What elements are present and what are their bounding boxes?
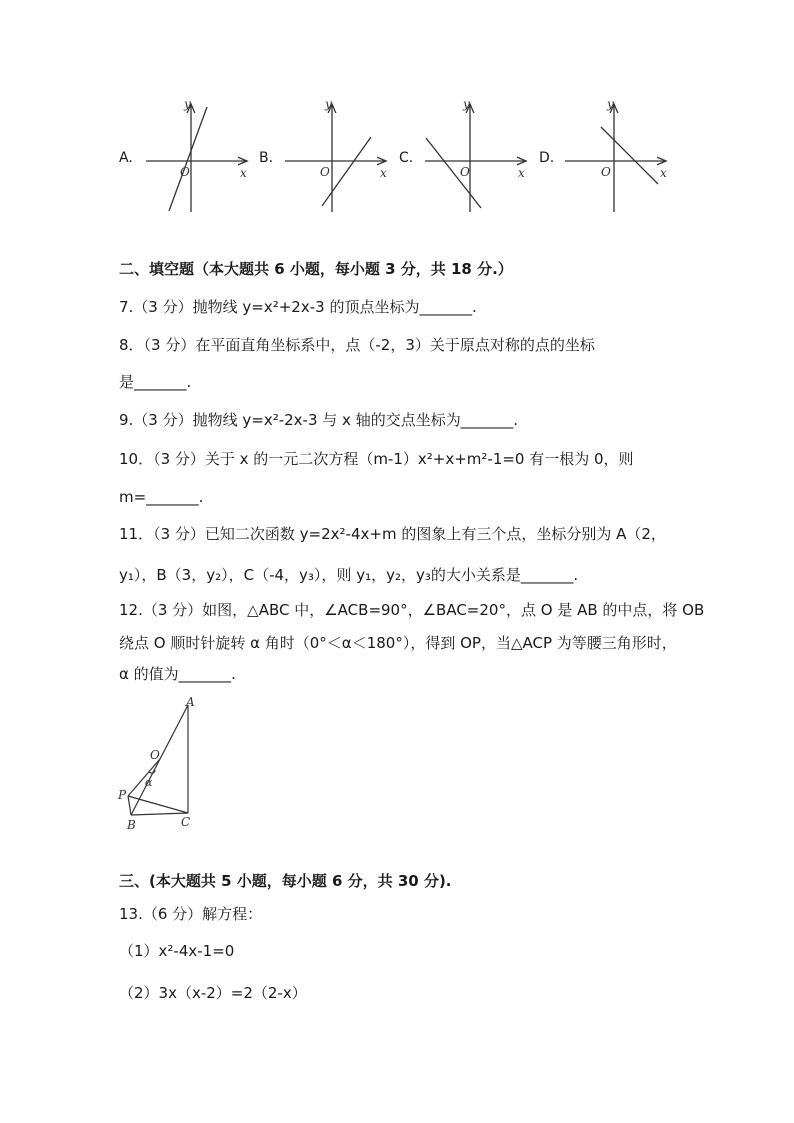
graph-a-origin: O: [180, 165, 190, 179]
option-graphs: [0, 0, 794, 230]
segment-pb: [128, 796, 131, 815]
graph-c-y-label: y: [463, 97, 470, 111]
line-c: [426, 138, 481, 208]
graph-a-y-label: y: [184, 97, 191, 111]
section3-heading: 三、(本大题共 5 小题，每小题 6 分，共 30 分).: [119, 872, 452, 890]
graph-b-x-label: x: [380, 166, 387, 180]
question-12-line1: 12.（3 分）如图，△ABC 中，∠ACB=90°，∠BAC=20°，点 O 是 AB 的中点，将 OB: [119, 601, 705, 619]
option-c-label: C.: [399, 150, 414, 166]
option-a-label: A.: [119, 150, 133, 166]
graph-d-y-label: y: [607, 97, 614, 111]
graph-d-origin: O: [601, 165, 611, 179]
line-a: [169, 107, 207, 211]
segment-bc: [131, 813, 188, 815]
graph-a: [146, 104, 247, 212]
graph-b-y-label: y: [325, 97, 332, 111]
question-13: 13.（6 分）解方程：: [119, 905, 263, 923]
graph-a-x-label: x: [240, 166, 247, 180]
graph-c: [425, 104, 526, 212]
triangle-figure: [110, 695, 230, 835]
question-7: 7.（3 分）抛物线 y=x²+2x-3 的顶点坐标为_______.: [119, 298, 477, 316]
question-12-line2: 绕点 O 顺时针旋转 α 角时（0°＜α＜180°），得到 OP，当△ACP 为等腰三角形时，: [119, 634, 677, 652]
graph-c-origin: O: [460, 165, 470, 179]
question-11-line2: y₁），B（3，y₂），C（-4，y₃），则 y₁，y₂，y₃的大小关系是_______.: [119, 566, 579, 584]
label-a: A: [186, 695, 195, 709]
section2-heading: 二、填空题（本大题共 6 小题，每小题 3 分，共 18 分.）: [119, 260, 513, 278]
label-o: O: [150, 748, 160, 762]
label-alpha: α: [145, 776, 153, 789]
graph-c-x-label: x: [518, 166, 525, 180]
question-11-line1: 11．（3 分）已知二次函数 y=2x²-4x+m 的图象上有三个点，坐标分别为 A（2，: [119, 525, 666, 543]
question-13-part1: （1）x²-4x-1=0: [119, 942, 235, 960]
option-b-label: B.: [259, 150, 274, 166]
question-8-line2: 是_______.: [119, 373, 192, 391]
label-b: B: [127, 818, 136, 832]
option-d-label: D.: [539, 150, 555, 166]
question-12-line3: α 的值为_______.: [119, 665, 236, 683]
graph-b: [285, 104, 386, 212]
graph-d: [565, 104, 666, 212]
question-10-line1: 10．（3 分）关于 x 的一元二次方程（m-1）x²+x+m²-1=0 有一根为 0，则: [119, 450, 634, 468]
question-8-line1: 8．（3 分）在平面直角坐标系中，点（-2，3）关于原点对称的点的坐标: [119, 336, 595, 354]
label-c: C: [181, 815, 191, 829]
graph-d-x-label: x: [660, 166, 667, 180]
label-p: P: [118, 788, 127, 802]
question-13-part2: （2）3x（x-2）=2（2-x）: [119, 984, 307, 1002]
question-9: 9.（3 分）抛物线 y=x²-2x-3 与 x 轴的交点坐标为_______.: [119, 411, 518, 429]
question-10-line2: m=_______.: [119, 488, 204, 506]
graph-b-origin: O: [320, 165, 330, 179]
